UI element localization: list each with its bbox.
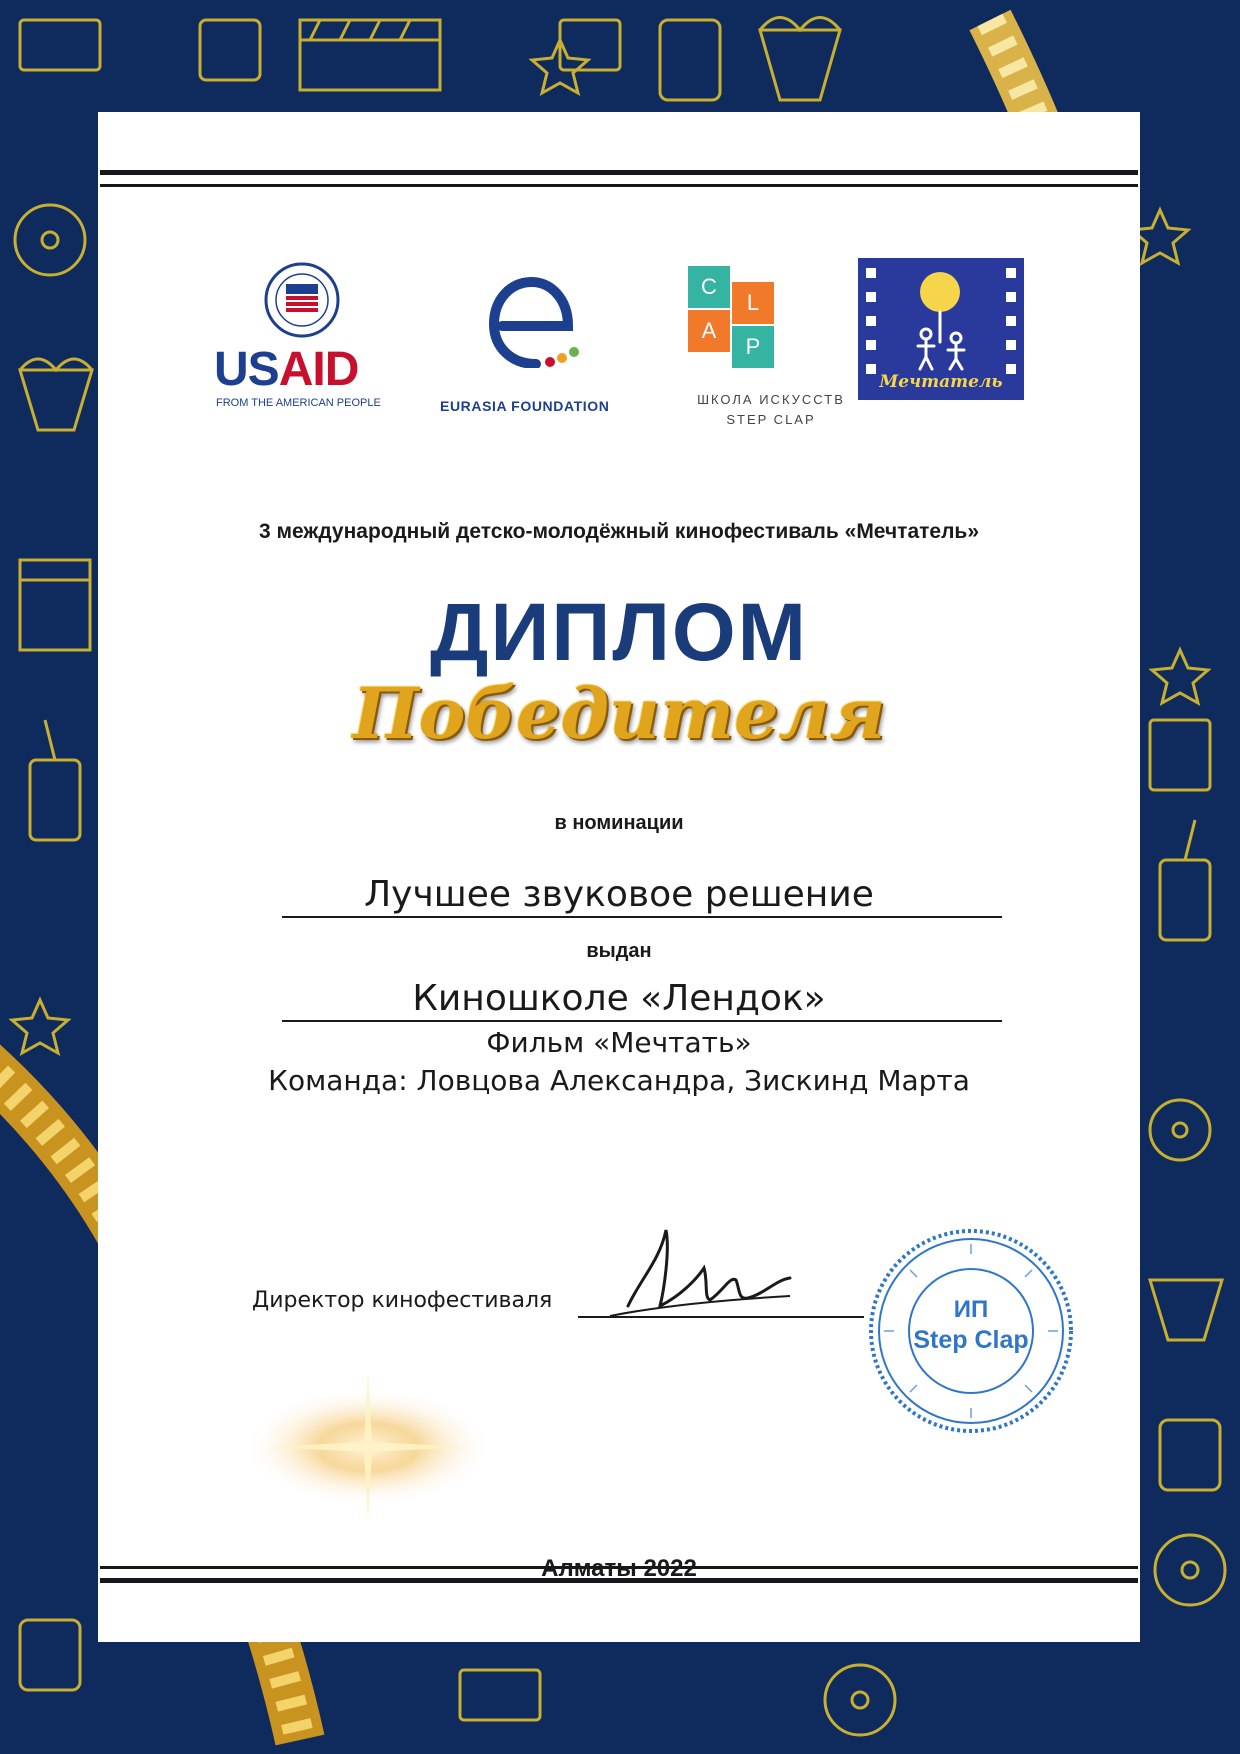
clap-school-line1: ШКОЛА ИСКУССТВ bbox=[697, 392, 845, 407]
clap-school-line2: STEP CLAP bbox=[726, 412, 816, 427]
step-clap-logo bbox=[688, 266, 858, 436]
director-signature bbox=[600, 1210, 800, 1330]
stamp-line1: ИП bbox=[953, 1296, 989, 1323]
top-rule bbox=[100, 170, 1138, 175]
usaid-aid-text: AID bbox=[278, 343, 359, 396]
company-stamp bbox=[866, 1226, 1076, 1436]
diploma-subtitle: Победителя bbox=[352, 672, 886, 755]
nomination-underline bbox=[282, 916, 1002, 918]
eurasia-foundation-logo bbox=[440, 268, 620, 428]
clap-tile-l: L bbox=[732, 282, 774, 324]
eurasia-e-icon bbox=[480, 268, 590, 368]
usaid-seal-icon bbox=[264, 262, 340, 338]
film-title: Фильм «Мечтать» bbox=[486, 1026, 752, 1059]
usaid-wordmark bbox=[214, 342, 358, 397]
recipient-name: Киношколе «Лендок» bbox=[412, 978, 826, 1019]
eurasia-name: EURASIA FOUNDATION bbox=[440, 398, 610, 414]
light-flare-decoration bbox=[238, 1352, 498, 1532]
usaid-logo bbox=[214, 262, 394, 422]
clap-tile-c: C bbox=[688, 266, 730, 308]
mechtatel-logo bbox=[858, 258, 1024, 400]
stamp-line2: Step Clap bbox=[913, 1326, 1029, 1354]
issued-label: выдан bbox=[586, 940, 652, 962]
top-rule-thin bbox=[100, 184, 1138, 187]
recipient-underline bbox=[282, 1020, 1002, 1022]
usaid-tagline: FROM THE AMERICAN PEOPLE bbox=[216, 397, 381, 409]
nomination-label: в номинации bbox=[554, 812, 684, 834]
nomination-value: Лучшее звуковое решение bbox=[364, 874, 874, 915]
usaid-us-text: US bbox=[214, 343, 279, 396]
team-members: Команда: Ловцова Александра, Зискинд Марта bbox=[268, 1064, 970, 1097]
mechtatel-name: Мечтатель bbox=[879, 372, 1003, 392]
clap-school-name bbox=[676, 390, 866, 430]
city-year: Алматы 2022 bbox=[541, 1555, 697, 1582]
clap-tile-p: P bbox=[732, 326, 774, 368]
director-label: Директор кинофестиваля bbox=[252, 1288, 553, 1313]
diploma-title: ДИПЛОМ bbox=[430, 587, 808, 678]
clap-tile-a: A bbox=[688, 310, 730, 352]
festival-title: 3 международный детско-молодёжный кинофестиваль «Мечтатель» bbox=[258, 520, 980, 543]
